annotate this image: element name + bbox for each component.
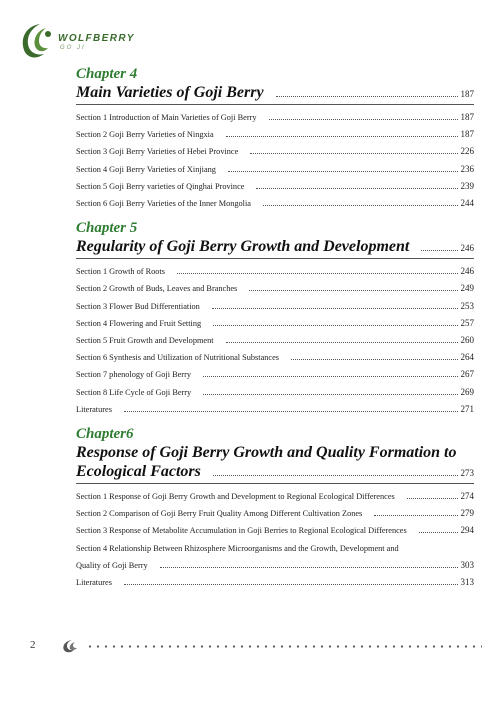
toc-entry[interactable] <box>76 195 474 212</box>
dot-leader <box>249 290 457 291</box>
dot-leader <box>213 325 457 326</box>
page-number: 2 <box>30 639 36 651</box>
entry-page: 236 <box>460 163 474 174</box>
entry-title: Literatures <box>76 404 112 414</box>
dot-leader <box>256 188 457 189</box>
toc-entry[interactable] <box>76 315 474 332</box>
toc-entry[interactable] <box>76 349 474 366</box>
chapter-title-line-2: Ecological Factors <box>76 463 201 481</box>
toc-entry[interactable] <box>76 488 474 505</box>
dot-leader <box>226 136 458 137</box>
entry-page: 269 <box>460 386 474 397</box>
footer-dotted-line <box>86 645 482 648</box>
dot-leader <box>374 515 457 516</box>
entry-page: 264 <box>460 352 474 363</box>
toc-entry[interactable] <box>76 109 474 126</box>
dot-leader <box>228 171 458 172</box>
dot-leader <box>203 376 458 377</box>
chapter-title-line-1: Response of Goji Berry Growth and Quality Formation to <box>76 444 457 462</box>
chapter-label: Chapter 4 <box>76 66 138 82</box>
dot-leader <box>160 567 458 568</box>
entry-title: Section 4 Relationship Between Rhizosphere Microorganisms and the Growth, Development and <box>76 543 399 553</box>
entry-page: 187 <box>460 112 474 122</box>
toc-entry[interactable] <box>76 263 474 280</box>
entry-title: Section 4 Goji Berry Varieties of Xinjiang <box>76 164 216 174</box>
entry-page: 257 <box>460 317 474 328</box>
dot-leader <box>213 475 458 476</box>
entry-page: 226 <box>460 146 474 157</box>
dot-leader <box>269 119 458 120</box>
dot-leader <box>212 308 458 309</box>
entry-title: Section 8 Life Cycle of Goji Berry <box>76 387 192 397</box>
entry-page: 253 <box>460 300 474 311</box>
chapter-6 <box>76 426 474 591</box>
entry-title: Section 6 Synthesis and Utilization of Nutritional Substances <box>76 353 280 363</box>
toc-entry[interactable] <box>76 298 474 315</box>
entry-page: 294 <box>460 525 474 536</box>
entry-page: 187 <box>460 129 474 140</box>
dot-leader <box>250 153 457 154</box>
chapter-page: 187 <box>460 89 474 99</box>
entry-title: Section 3 Flower Bud Differentiation <box>76 301 200 311</box>
brand-name: WOLFBERRY <box>58 33 135 44</box>
page-footer <box>30 639 480 655</box>
chapter-rule <box>76 483 474 484</box>
chapter-label: Chapter 5 <box>76 220 138 237</box>
entry-title: Section 3 Response of Metabolite Accumulation in Goji Berries to Regional Ecological Differences <box>76 526 407 536</box>
entry-page: 279 <box>460 508 474 519</box>
dot-leader <box>124 411 458 412</box>
chapter-title-row[interactable] <box>76 238 474 256</box>
entry-title: Section 6 Goji Berry Varieties of the Inner Mongolia <box>76 199 251 209</box>
chapter-title: Main Varieties of Goji Berry <box>76 84 264 101</box>
entry-page: 271 <box>460 403 474 414</box>
toc-entry[interactable] <box>76 280 474 297</box>
entry-page: 303 <box>460 559 474 570</box>
dot-leader <box>177 273 458 274</box>
toc-entry[interactable] <box>76 366 474 383</box>
entry-title: Section 1 Response of Goji Berry Growth and Development to Regional Ecological Differences <box>76 492 395 502</box>
toc-entry[interactable] <box>76 522 474 539</box>
dot-leader <box>291 359 457 360</box>
brand-subtitle: GO JI <box>60 45 86 51</box>
toc-entry-continuation[interactable] <box>76 557 474 574</box>
chapter-label: Chapter6 <box>76 426 134 443</box>
table-of-contents <box>76 66 474 599</box>
dot-leader <box>407 498 458 499</box>
chapter-4 <box>76 66 474 212</box>
wolfberry-logo-icon <box>18 20 56 62</box>
dot-leader <box>276 96 458 97</box>
toc-entry[interactable] <box>76 401 474 418</box>
chapter-title-row[interactable] <box>76 463 474 481</box>
chapter-title: Regularity of Goji Berry Growth and Development <box>76 238 410 256</box>
dot-leader <box>419 532 458 533</box>
dot-leader <box>124 584 458 585</box>
entry-title: Section 7 phenology of Goji Berry <box>76 370 191 380</box>
entry-title: Section 1 Introduction of Main Varieties of Goji Berry <box>76 113 257 122</box>
entry-page: 246 <box>460 266 474 277</box>
entry-title: Section 2 Growth of Buds, Leaves and Branches <box>76 284 238 294</box>
chapter-title-row[interactable] <box>76 84 474 102</box>
brand-logo <box>18 20 138 62</box>
entry-title: Section 1 Growth of Roots <box>76 267 165 277</box>
entry-title: Section 3 Goji Berry Varieties of Hebei Province <box>76 147 239 157</box>
entry-title: Section 4 Flowering and Fruit Setting <box>76 318 202 328</box>
toc-entry[interactable] <box>76 161 474 178</box>
wolfberry-logo-icon <box>62 639 80 653</box>
chapter-page: 246 <box>460 243 474 254</box>
entry-page: 260 <box>460 335 474 346</box>
chapter-rule <box>76 104 474 105</box>
toc-entry[interactable] <box>76 178 474 195</box>
toc-entry[interactable] <box>76 384 474 401</box>
entry-title: Section 2 Comparison of Goji Berry Fruit Quality Among Different Cultivation Zones <box>76 509 363 519</box>
dot-leader <box>263 205 458 206</box>
toc-entry[interactable] <box>76 574 474 591</box>
entry-page: 274 <box>460 491 474 502</box>
chapter-5 <box>76 220 474 418</box>
entry-page: 239 <box>460 180 474 191</box>
entry-page: 244 <box>460 198 474 209</box>
toc-entry[interactable] <box>76 143 474 160</box>
entry-page: 267 <box>460 369 474 380</box>
entry-title: Section 2 Goji Berry Varieties of Ningxia <box>76 130 214 140</box>
entry-title: Section 5 Goji Berry varieties of Qinghai Province <box>76 181 245 191</box>
entry-page: 249 <box>460 283 474 294</box>
entry-title: Quality of Goji Berry <box>76 560 148 570</box>
toc-entry[interactable] <box>76 540 474 557</box>
toc-entry[interactable] <box>76 126 474 143</box>
dot-leader <box>226 342 458 343</box>
entry-title: Literatures <box>76 578 112 588</box>
dot-leader <box>421 250 457 251</box>
dot-leader <box>203 394 457 395</box>
toc-entry[interactable] <box>76 505 474 522</box>
entry-page: 313 <box>460 577 474 588</box>
chapter-page: 273 <box>460 468 474 479</box>
toc-entry[interactable] <box>76 332 474 349</box>
entry-title: Section 5 Fruit Growth and Development <box>76 336 214 346</box>
chapter-rule <box>76 258 474 259</box>
